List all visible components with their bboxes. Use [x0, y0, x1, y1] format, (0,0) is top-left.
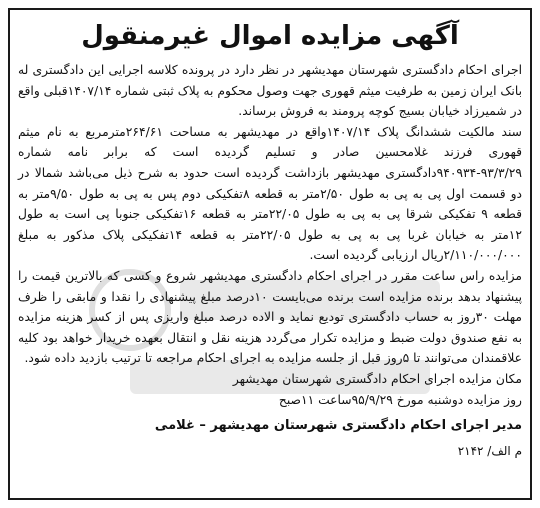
notice-paragraph-property: سند مالکیت ششدانگ پلاک ۱۴۰۷/۱۴واقع در مهدیشهر به مساحت ۲۶۴/۶۱مترمربع به نام میثم قهوری فرزند غلامحسین صادر و تسلیم گردیده است که برابر نامه شماره ۹۳/۳/۲۹-۹۴۰۹۳۴دادگستری مهدیشهر بازداشت گردیده است حدود به شرح ذیل می‌باشد شمالا در دو قسمت اول پی به پی به طول ۲/۵۰متر به قطعه ۸تفکیکی دوم پس به پی به طول ۹/۵۰متر به قطعه ۹ تفکیکی شرقا پی به پی به طول ۲۲/۰۵متر به قطعه ۱۶تفکیکی جنوبا پی است به طول ۱۲متر به خیابان غربا پی به پی به طول ۲۲/۰۵متر به قطعه ۱۴تفکیکی پلاک مذکور به مبلغ ۲/۱۱۰/۰۰۰/۰۰۰ریال ارزیابی گردیده است. [18, 124, 522, 263]
notice-paragraph-terms: مزایده راس ساعت مقرر در اجرای احکام دادگستری مهدیشهر شروع و کسی که بالاترین قیمت را پیشنهاد بدهد برنده مزایده است برنده می‌بایست ۱۰درصد مبلغ پیشنهادی را نقدا و مابقی را ظرف مهلت ۳۰روز به حساب دادگستری تودیع نماید و الاده درصد مبلغ واریزی پس از کسر هزینه مزایده به نفع صندوق دولت ضبط و مزایده تکرار می‌گردد هزینه نقل و انتقال بعهده خریدار خواهد بود کلیه علاقمندان می‌توانند تا ۵روز قبل از جلسه مزایده به اجرای احکام مراجعه تا ترتیب بازدید داده شود. [18, 268, 523, 366]
notice-paragraph-intro: اجرای احکام دادگستری شهرستان مهدیشهر در نظر دارد در پرونده کلاسه اجرایی این دادگستری له بانک ایران زمین به طرفیت میثم قهوری جهت وصول محکوم به پلاک ثبتی شماره ۱۴۰۷/۱۴قبلی واقع در شمیرزاد خیابان بسیج کوچه پرومند به فروش برساند. [18, 63, 522, 119]
notice-paragraph-location: مکان مزایده اجرای احکام دادگستری شهرستان مهدیشهر [232, 371, 522, 386]
notice-signature: مدیر اجرای احکام دادگستری شهرستان مهدیشهر – غلامی [154, 418, 522, 434]
notice-reference-code: م الف/ ۲۱۴۲ [457, 444, 522, 459]
notice-content [18, 16, 522, 496]
notice-paragraph-date: روز مزایده دوشنبه مورخ ۹۵/۹/۲۹ساعت ۱۱صبح [278, 392, 522, 407]
notice-title: آگهی مزایده اموال غیرمنقول [81, 21, 459, 51]
